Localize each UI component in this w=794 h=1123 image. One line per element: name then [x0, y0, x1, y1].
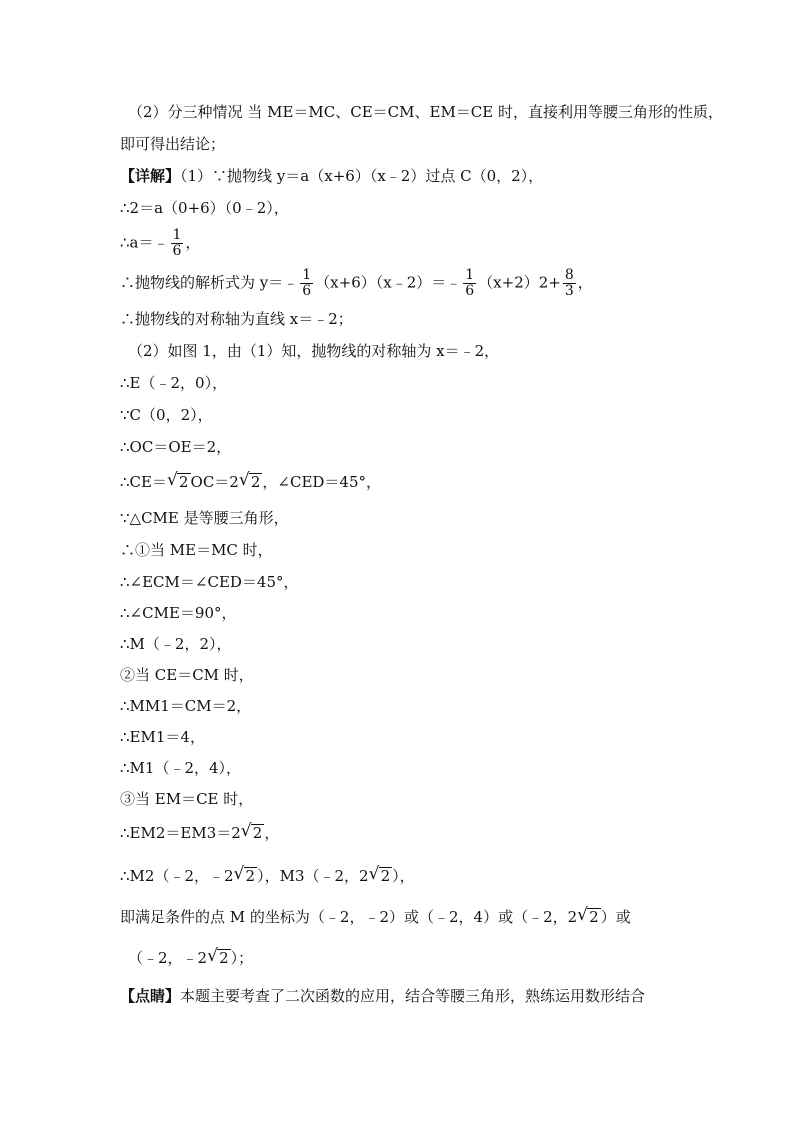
line-10-suffix: ，∠CED＝45°， [262, 473, 382, 491]
analysis-part2-line2: 即可得出结论； [120, 135, 226, 153]
line-3-prefix: ∴a＝﹣ [120, 233, 169, 252]
radicand: 2 [589, 908, 599, 926]
comment-tag: 【点睛】 [120, 987, 181, 1005]
solution-line-22 [120, 866, 415, 886]
sqrt-7 [208, 948, 231, 968]
fraction-3 [563, 268, 576, 299]
solution-line-3 [120, 228, 200, 259]
sqrt-2 [240, 472, 263, 492]
sqrt-1 [168, 472, 191, 492]
solution-line-20: ③当 EM＝CE 时， [120, 790, 254, 808]
line-21-suffix: ， [264, 824, 280, 842]
sqrt-3 [242, 823, 265, 843]
comment-line [120, 986, 645, 1006]
line-4-prefix: ∴抛物线的解析式为 y＝﹣ [120, 273, 299, 292]
sqrt-6 [578, 907, 601, 927]
line-4-middle-2: （x+2）2+ [478, 273, 561, 292]
solution-line-6: （2）如图 1，由（1）知，抛物线的对称轴为 x＝﹣2， [128, 342, 500, 360]
solution-line-2: ∴2＝a（0+6）（0﹣2）， [120, 199, 289, 217]
conclusion-prefix: 即满足条件的点 M 的坐标为（﹣2，﹣2）或（﹣2，4）或（﹣2，2 [120, 908, 578, 926]
solution-line-4 [120, 268, 593, 299]
fraction-numerator: 1 [465, 267, 475, 283]
fraction-1 [300, 268, 313, 299]
solution-line-10 [120, 472, 381, 492]
solution-line-18: ∴EM1＝4， [120, 728, 205, 746]
line-21-prefix: ∴EM2＝EM3＝2 [120, 824, 241, 842]
conclusion-suffix: ）或 [600, 908, 631, 926]
solution-line-16: ②当 CE＝CM 时， [120, 666, 254, 684]
conclusion-line-2 [128, 948, 253, 968]
fraction-numerator: 1 [172, 227, 182, 243]
solution-line-17: ∴MM1＝CM＝2， [120, 697, 252, 715]
radicand: 2 [219, 949, 229, 967]
solution-line-19: ∴M1（﹣2，4）， [120, 759, 242, 777]
analysis-part2-line1: （2）分三种情况 当 ME＝MC、CE＝CM、EM＝CE 时，直接利用等腰三角形的性质， [128, 103, 723, 121]
line-10-prefix: ∴CE＝ [120, 473, 167, 491]
conclusion-line-1 [120, 907, 631, 927]
line-22-suffix: ）， [392, 867, 415, 885]
line-3-suffix: ， [185, 233, 201, 252]
line-10-middle: OC＝2 [190, 473, 239, 491]
solution-line-7: ∴E（﹣2，0）， [120, 374, 228, 392]
fraction-numerator: 8 [564, 267, 574, 283]
fraction-denominator: 6 [172, 243, 182, 259]
solution-line-5: ∴抛物线的对称轴为直线 x＝﹣2； [120, 310, 353, 328]
line-22-middle: ），M3（﹣2，2 [257, 867, 369, 885]
fraction-denominator: 6 [465, 283, 475, 299]
solution-line-1-text: （1）∵抛物线 y＝a（x+6）（x﹣2）过点 C（0，2）， [180, 167, 544, 185]
fraction-2 [463, 268, 476, 299]
radicand: 2 [245, 867, 256, 885]
sqrt-4 [235, 866, 258, 886]
solution-line-1 [120, 166, 543, 186]
sqrt-5 [370, 866, 393, 886]
radicand: 2 [380, 867, 391, 885]
radicand: 2 [250, 473, 261, 491]
solution-line-13: ∴∠ECM＝∠CED＝45°， [120, 573, 299, 591]
solution-line-21 [120, 823, 279, 843]
line-4-suffix: ， [577, 273, 593, 292]
fraction-numerator: 1 [302, 267, 312, 283]
line-4-middle: （x+6）（x﹣2）＝﹣ [315, 273, 462, 292]
fraction-a [171, 228, 184, 259]
radicand: 2 [252, 824, 263, 842]
conclusion-2-suffix: ）； [230, 949, 254, 967]
comment-text: 本题主要考查了二次函数的应用，结合等腰三角形，熟练运用数形结合 [180, 987, 646, 1005]
conclusion-2-prefix: （﹣2，﹣2 [128, 949, 208, 967]
line-22-prefix: ∴M2（﹣2，﹣2 [120, 867, 234, 885]
solution-line-14: ∴∠CME＝90°， [120, 604, 237, 622]
fraction-denominator: 6 [302, 283, 312, 299]
solution-line-11: ∵△CME 是等腰三角形， [120, 509, 289, 527]
solution-line-12: ∴①当 ME＝MC 时， [120, 541, 273, 559]
solution-line-15: ∴M（﹣2，2）， [120, 635, 232, 653]
radicand: 2 [178, 473, 189, 491]
solution-line-8: ∵C（0，2）， [120, 406, 213, 424]
solution-tag: 【详解】 [120, 167, 181, 185]
solution-line-9: ∴OC＝OE＝2， [120, 438, 232, 456]
fraction-denominator: 3 [564, 283, 574, 299]
